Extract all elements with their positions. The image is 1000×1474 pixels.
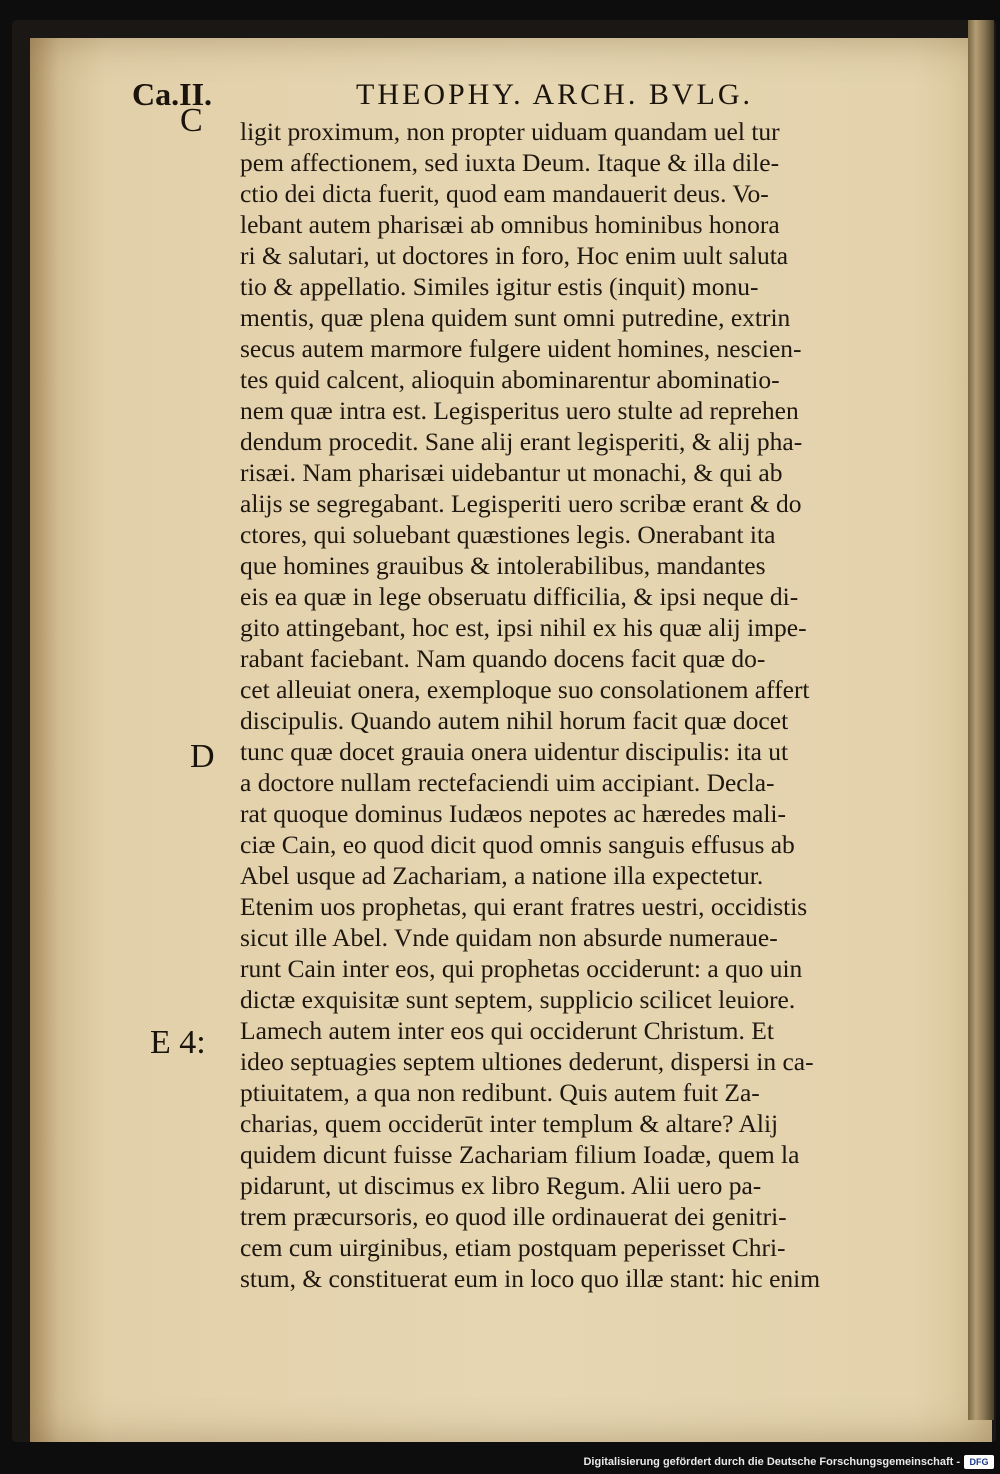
text-line: pem affectionem, sed iuxta Deum. Itaque & illa dile-: [240, 148, 780, 177]
text-line: alijs se segregabant. Legisperiti uero scribæ erant & do: [240, 489, 802, 518]
text-line: dendum procedit. Sane alij erant legisperiti, & alij pha-: [240, 427, 803, 456]
margin-letter-d: D: [190, 738, 215, 775]
text-line: charias, quem occiderūt inter templum & altare? Alij: [240, 1109, 779, 1138]
text-line: Etenim uos prophetas, qui erant fratres uestri, occidistis: [240, 892, 808, 921]
text-line: Abel usque ad Zachariam, a natione illa expectetur.: [240, 861, 764, 890]
dfg-logo-icon: DFG: [964, 1455, 994, 1469]
funding-credit: Digitalisierung gefördert durch die Deutsche Forschungsgemeinschaft -: [583, 1456, 960, 1468]
text-line: ptiuitatem, a qua non redibunt. Quis autem fuit Za-: [240, 1078, 760, 1107]
margin-letter-c: C: [180, 102, 203, 139]
text-line: pidarunt, ut discimus ex libro Regum. Alii uero pa-: [240, 1171, 762, 1200]
text-line: tunc quæ docet grauia onera uidentur discipulis: ita ut: [240, 737, 789, 766]
text-line: cem cum uirginibus, etiam postquam peperisset Chri-: [240, 1233, 786, 1262]
text-line: tes quid calcent, alioquin abominarentur abominatio-: [240, 365, 780, 394]
text-line: ideo septuagies septem ultiones dederunt, dispersi in ca-: [240, 1047, 814, 1076]
footer-bar: [0, 1452, 1000, 1474]
text-line: gito attingebant, hoc est, ipsi nihil ex his quæ alij impe-: [240, 613, 807, 642]
text-line: trem præcursoris, eo quod ille ordinauerat dei genitri-: [240, 1202, 787, 1231]
text-line: a doctore nullam rectefaciendi uim accipiant. Decla-: [240, 768, 775, 797]
text-line: mentis, quæ plena quidem sunt omni putredine, extrin: [240, 303, 791, 332]
page-edge: [968, 20, 994, 1420]
text-line: que homines grauibus & intolerabilibus, mandantes: [240, 551, 766, 580]
text-line: Lamech autem inter eos qui occiderunt Christum. Et: [240, 1016, 774, 1045]
text-line: sicut ille Abel. Vnde quidam non absurde numeraue-: [240, 923, 778, 952]
body-text: [240, 116, 930, 1294]
running-title: THEOPHY. ARCH. BVLG.: [356, 78, 753, 111]
text-line: ctio dei dicta fuerit, quod eam mandauerit deus. Vo-: [240, 179, 769, 208]
text-line: quidem dicunt fuisse Zachariam filium Ioadæ, quem la: [240, 1140, 800, 1169]
text-line: cet alleuiat onera, exemploque suo consolationem affert: [240, 675, 810, 704]
text-line: ri & salutari, ut doctores in foro, Hoc enim uult saluta: [240, 241, 789, 270]
text-line: stum, & constituerat eum in loco quo illæ stant: hic enim: [240, 1264, 821, 1293]
text-line: tio & appellatio. Similes igitur estis (inquit) monu-: [240, 272, 759, 301]
chapter-number: Ca.II.: [132, 76, 213, 112]
text-line: rabant faciebant. Nam quando docens facit quæ do-: [240, 644, 766, 673]
text-line: ciæ Cain, eo quod dicit quod omnis sanguis effusus ab: [240, 830, 795, 859]
text-line: secus autem marmore fulgere uident homines, nescien-: [240, 334, 802, 363]
text-line: eis ea quæ in lege obseruatu difficilia, & ipsi neque di-: [240, 582, 799, 611]
running-header: [132, 76, 822, 116]
text-line: ligit proximum, non propter uiduam quandam uel tur: [240, 117, 780, 146]
margin-letter-e: E 4:: [150, 1024, 206, 1061]
text-line: rat quoque dominus Iudæos nepotes ac hæredes mali-: [240, 799, 787, 828]
text-line: discipulis. Quando autem nihil horum facit quæ docet: [240, 706, 789, 735]
text-line: lebant autem pharisæi ab omnibus hominibus honora: [240, 210, 780, 239]
text-line: dictæ exquisitæ sunt septem, supplicio scilicet leuiore.: [240, 985, 796, 1014]
text-line: nem quæ intra est. Legisperitus uero stulte ad reprehen: [240, 396, 799, 425]
text-line: ctores, qui soluebant quæstiones legis. Onerabant ita: [240, 520, 776, 549]
text-line: risæi. Nam pharisæi uidebantur ut monachi, & qui ab: [240, 458, 783, 487]
text-line: runt Cain inter eos, qui prophetas occiderunt: a quo uin: [240, 954, 803, 983]
